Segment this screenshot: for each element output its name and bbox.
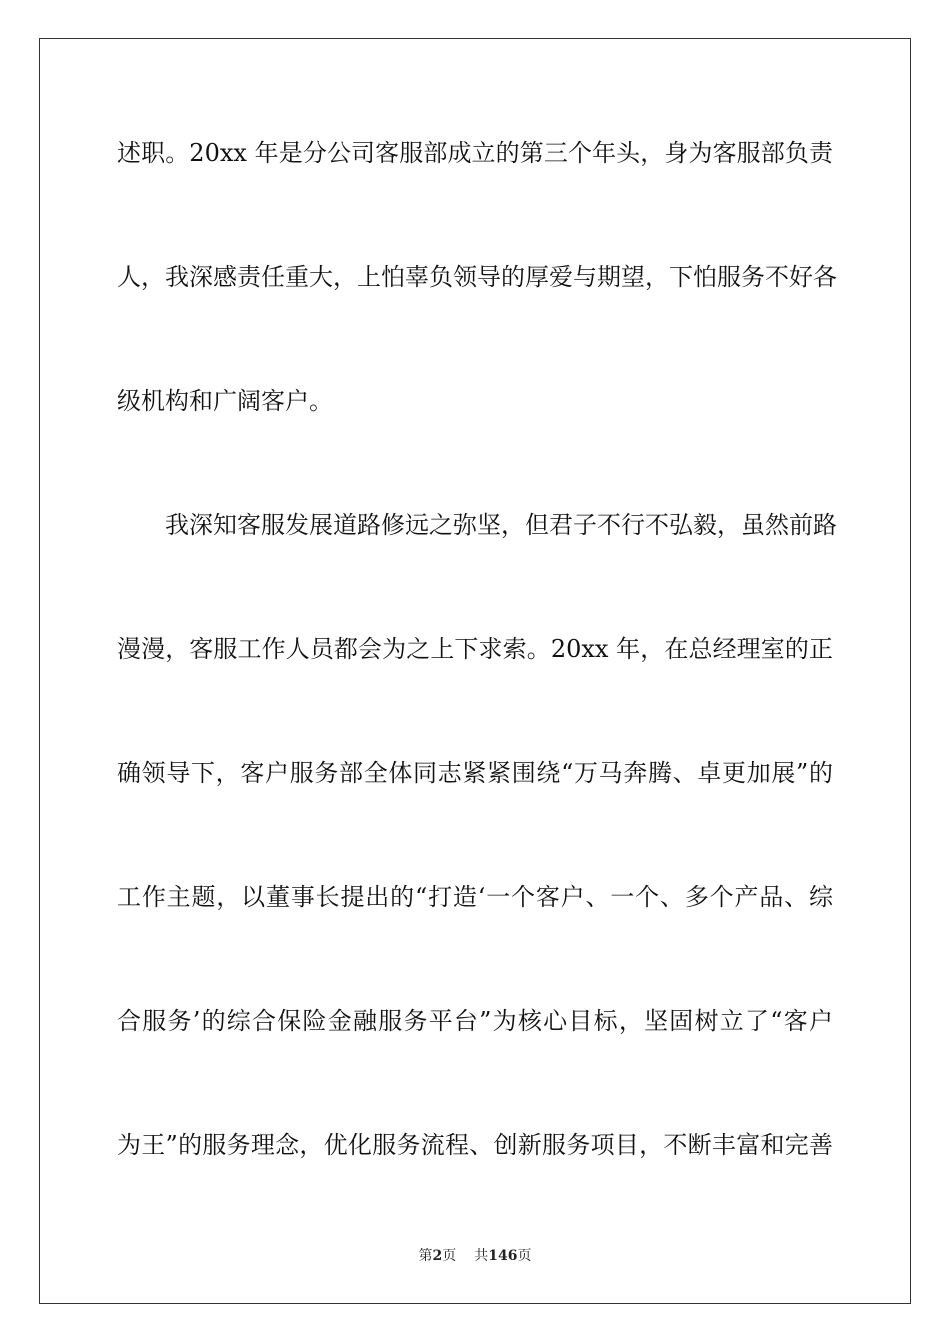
body-text-line: 漫漫，客服工作人员都会为之上下求索。20xx 年，在总经理室的正 — [117, 635, 833, 663]
body-text-line: 级机构和广阔客户。 — [117, 387, 333, 415]
body-text-line: 人，我深感责任重大，上怕辜负领导的厚爱与期望，下怕服务不好各 — [117, 263, 837, 291]
body-text-line-indented: 我深知客服发展道路修远之弥坚，但君子不行不弘毅，虽然前路 — [165, 511, 837, 539]
total-suffix: 页 — [517, 1248, 532, 1264]
page-frame — [39, 38, 911, 1304]
total-pages: 146 — [488, 1248, 518, 1264]
body-text-line: 合服务’的综合保险金融服务平台”为核心目标，坚固树立了“客户 — [117, 1007, 833, 1035]
page-suffix: 页 — [442, 1248, 457, 1264]
body-text-line: 为王”的服务理念，优化服务流程、创新服务项目，不断丰富和完善 — [117, 1131, 833, 1159]
page-prefix: 第 — [418, 1248, 433, 1264]
body-text-line: 述职。20xx 年是分公司客服部成立的第三个年头，身为客服部负责 — [117, 139, 833, 167]
page-number: 2 — [432, 1248, 443, 1264]
total-prefix: 共 — [474, 1248, 489, 1264]
body-text-line: 确领导下，客户服务部全体同志紧紧围绕“万马奔腾、卓更加展”的 — [117, 759, 833, 787]
page-footer — [0, 1246, 950, 1266]
body-text-line: 工作主题，以董事长提出的“打造‘一个客户、一个、多个产品、综 — [117, 883, 833, 911]
